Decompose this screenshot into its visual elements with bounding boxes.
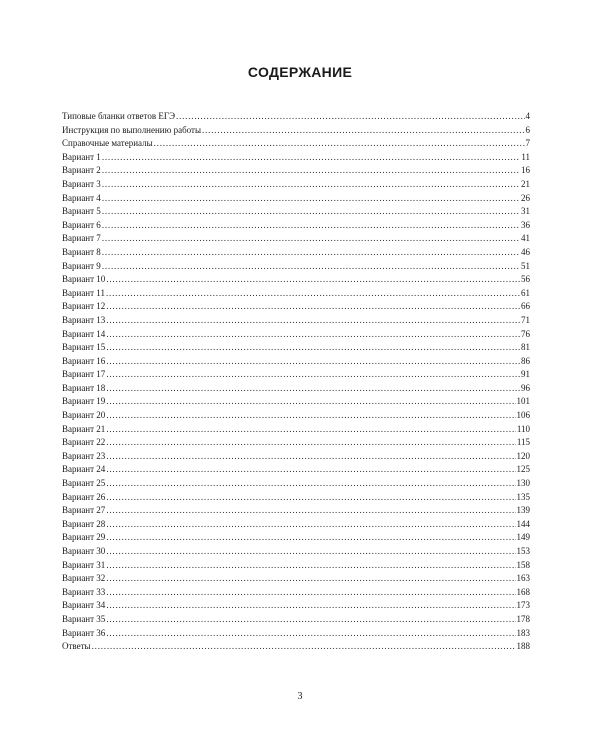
toc-entry-page: 71 bbox=[521, 314, 530, 325]
toc-entry-label: Вариант 14 bbox=[62, 328, 106, 339]
toc-entry[interactable] bbox=[62, 395, 530, 409]
toc-entry-page: 7 bbox=[525, 138, 530, 149]
toc-dot-leader bbox=[106, 341, 520, 355]
toc-dot-leader bbox=[106, 423, 516, 437]
toc-entry[interactable] bbox=[62, 518, 530, 532]
toc-dot-leader bbox=[154, 137, 525, 151]
toc-entry-label: Вариант 32 bbox=[62, 573, 106, 584]
toc-entry-page: 91 bbox=[521, 369, 530, 380]
toc-entry-page: 153 bbox=[516, 546, 530, 556]
toc-entry-label: Вариант 23 bbox=[62, 450, 106, 461]
toc-entry-page: 125 bbox=[516, 464, 530, 475]
toc-entry-label: Вариант 11 bbox=[62, 287, 105, 298]
page-number: 3 bbox=[297, 691, 303, 702]
toc-entry[interactable] bbox=[62, 572, 530, 586]
toc-entry[interactable] bbox=[62, 423, 530, 437]
toc-entry[interactable] bbox=[62, 219, 530, 233]
toc-entry[interactable] bbox=[62, 110, 530, 124]
toc-entry-label: Вариант 19 bbox=[62, 396, 106, 407]
toc-entry-page: 110 bbox=[516, 423, 530, 434]
toc-entry[interactable] bbox=[62, 260, 530, 274]
toc-dot-leader bbox=[106, 355, 520, 369]
toc-entry-page: 61 bbox=[521, 287, 530, 298]
toc-entry[interactable] bbox=[62, 341, 530, 355]
toc-entry[interactable] bbox=[62, 531, 530, 545]
toc-dot-leader bbox=[106, 559, 515, 573]
toc-entry-page: 11 bbox=[521, 151, 530, 162]
toc-dot-leader bbox=[106, 572, 515, 586]
toc-entry-page: 46 bbox=[521, 246, 530, 257]
toc-entry-label: Вариант 7 bbox=[62, 233, 101, 244]
toc-entry[interactable] bbox=[62, 586, 530, 600]
toc-entry[interactable] bbox=[62, 504, 530, 518]
toc-dot-leader bbox=[102, 178, 520, 192]
toc-dot-leader bbox=[106, 586, 515, 600]
toc-dot-leader bbox=[106, 531, 515, 545]
toc-entry-label: Вариант 4 bbox=[62, 192, 101, 203]
toc-entry-page: 81 bbox=[521, 342, 530, 353]
toc-entry[interactable] bbox=[62, 627, 530, 641]
toc-entry[interactable] bbox=[62, 124, 530, 138]
toc-entry-label: Вариант 10 bbox=[62, 274, 106, 285]
toc-entry[interactable] bbox=[62, 545, 530, 559]
toc-entry-page: 36 bbox=[521, 219, 530, 230]
toc-entry-page: 188 bbox=[516, 641, 530, 652]
toc-entry-page: 101 bbox=[516, 396, 530, 407]
toc-entry-label: Инструкция по выполнению работы bbox=[62, 124, 202, 135]
toc-entry-page: 115 bbox=[516, 437, 530, 448]
toc-entry-label: Вариант 24 bbox=[62, 464, 106, 475]
toc-entry-label: Вариант 18 bbox=[62, 382, 106, 393]
toc-dot-leader bbox=[106, 491, 515, 505]
toc-dot-leader bbox=[102, 205, 520, 219]
toc-dot-leader bbox=[102, 164, 520, 178]
toc-entry[interactable] bbox=[62, 450, 530, 464]
toc-entry[interactable] bbox=[62, 287, 530, 301]
toc-entry-label: Вариант 17 bbox=[62, 369, 106, 380]
toc-entry[interactable] bbox=[62, 192, 530, 206]
toc-entry-page: 130 bbox=[516, 478, 530, 489]
toc-entry[interactable] bbox=[62, 178, 530, 192]
toc-entry-page: 183 bbox=[516, 627, 530, 638]
toc-entry-label: Ответы bbox=[62, 641, 91, 652]
toc-entry-page: 106 bbox=[516, 410, 530, 421]
toc-entry-label: Вариант 27 bbox=[62, 505, 106, 516]
toc-entry-page: 26 bbox=[521, 192, 530, 203]
toc-entry-page: 96 bbox=[521, 382, 530, 393]
toc-dot-leader bbox=[106, 328, 520, 342]
toc-entry-page: 163 bbox=[516, 573, 530, 584]
toc-entry[interactable] bbox=[62, 300, 530, 314]
toc-entry-page: 86 bbox=[521, 355, 530, 366]
toc-entry-page: 144 bbox=[516, 518, 530, 529]
toc-entry-label: Вариант 29 bbox=[62, 532, 106, 543]
toc-dot-leader bbox=[106, 545, 515, 559]
table-of-contents bbox=[62, 110, 530, 654]
toc-dot-leader bbox=[202, 124, 524, 138]
toc-entry-label: Вариант 31 bbox=[62, 559, 106, 570]
toc-dot-leader bbox=[106, 409, 515, 423]
toc-entry-label: Вариант 12 bbox=[62, 301, 106, 312]
toc-dot-leader bbox=[102, 219, 520, 233]
toc-entry-label: Вариант 33 bbox=[62, 586, 106, 597]
toc-entry[interactable] bbox=[62, 463, 530, 477]
toc-entry-label: Вариант 2 bbox=[62, 165, 101, 176]
toc-entry-page: 158 bbox=[516, 559, 530, 570]
toc-entry[interactable] bbox=[62, 613, 530, 627]
toc-entry[interactable] bbox=[62, 205, 530, 219]
toc-entry-label: Вариант 3 bbox=[62, 178, 101, 189]
toc-entry-page: 149 bbox=[516, 532, 530, 543]
toc-entry-label: Вариант 28 bbox=[62, 518, 106, 529]
toc-dot-leader bbox=[106, 518, 515, 532]
toc-entry-page: 76 bbox=[521, 328, 530, 339]
toc-dot-leader bbox=[106, 463, 515, 477]
toc-dot-leader bbox=[106, 395, 515, 409]
toc-entry[interactable] bbox=[62, 436, 530, 450]
toc-entry-page: 173 bbox=[516, 600, 530, 611]
toc-dot-leader bbox=[102, 232, 520, 246]
toc-dot-leader bbox=[102, 246, 520, 260]
toc-entry-label: Вариант 20 bbox=[62, 410, 106, 421]
toc-entry-page: 31 bbox=[521, 206, 530, 217]
toc-entry-page: 16 bbox=[521, 165, 530, 176]
toc-entry[interactable] bbox=[62, 599, 530, 613]
toc-dot-leader bbox=[106, 599, 515, 613]
toc-dot-leader bbox=[106, 273, 520, 287]
toc-entry-label: Вариант 26 bbox=[62, 491, 106, 502]
toc-dot-leader bbox=[106, 436, 516, 450]
toc-entry-label: Вариант 22 bbox=[62, 437, 106, 448]
toc-dot-leader bbox=[106, 287, 520, 301]
toc-entry-page: 139 bbox=[516, 505, 530, 516]
toc-dot-leader bbox=[106, 477, 515, 491]
toc-entry[interactable] bbox=[62, 328, 530, 342]
toc-entry-page: 41 bbox=[521, 233, 530, 244]
toc-entry-page: 56 bbox=[521, 274, 530, 285]
toc-entry-page: 6 bbox=[525, 124, 530, 135]
toc-entry[interactable] bbox=[62, 232, 530, 246]
toc-dot-leader bbox=[106, 300, 520, 314]
toc-dot-leader bbox=[102, 260, 520, 274]
toc-entry-page: 66 bbox=[521, 301, 530, 312]
toc-dot-leader bbox=[106, 627, 515, 641]
toc-entry-label: Вариант 21 bbox=[62, 423, 106, 434]
toc-entry-page: 178 bbox=[516, 613, 530, 624]
toc-entry-label: Вариант 15 bbox=[62, 342, 106, 353]
toc-entry[interactable] bbox=[62, 151, 530, 165]
toc-entry-page: 21 bbox=[521, 178, 530, 189]
toc-entry-label: Вариант 9 bbox=[62, 260, 101, 271]
toc-entry-label: Вариант 16 bbox=[62, 355, 106, 366]
toc-dot-leader bbox=[106, 504, 515, 518]
toc-entry[interactable] bbox=[62, 368, 530, 382]
toc-entry-label: Типовые бланки ответов ЕГЭ bbox=[62, 111, 176, 121]
toc-entry-label: Вариант 30 bbox=[62, 546, 106, 556]
toc-entry-label: Вариант 1 bbox=[62, 151, 101, 162]
toc-entry-page: 4 bbox=[525, 111, 530, 121]
toc-entry-label: Вариант 25 bbox=[62, 478, 106, 489]
toc-entry-page: 120 bbox=[516, 450, 530, 461]
toc-dot-leader bbox=[106, 314, 520, 328]
toc-entry-label: Вариант 35 bbox=[62, 613, 106, 624]
toc-dot-leader bbox=[106, 613, 515, 627]
toc-entry[interactable] bbox=[62, 314, 530, 328]
toc-entry-label: Вариант 6 bbox=[62, 219, 101, 230]
toc-entry-label: Справочные материалы bbox=[62, 138, 153, 149]
toc-entry[interactable] bbox=[62, 273, 530, 287]
toc-entry[interactable] bbox=[62, 491, 530, 505]
toc-entry[interactable] bbox=[62, 559, 530, 573]
page-title: СОДЕРЖАНИЕ bbox=[247, 64, 353, 80]
toc-entry-page: 135 bbox=[516, 491, 530, 502]
toc-dot-leader bbox=[102, 151, 521, 165]
toc-entry[interactable] bbox=[62, 137, 530, 151]
toc-entry[interactable] bbox=[62, 246, 530, 260]
toc-entry[interactable] bbox=[62, 355, 530, 369]
toc-entry[interactable] bbox=[62, 477, 530, 491]
toc-entry-label: Вариант 13 bbox=[62, 314, 106, 325]
toc-entry[interactable] bbox=[62, 164, 530, 178]
toc-entry[interactable] bbox=[62, 409, 530, 423]
toc-dot-leader bbox=[106, 368, 520, 382]
toc-entry-label: Вариант 34 bbox=[62, 600, 106, 611]
toc-entry-page: 168 bbox=[516, 586, 530, 597]
toc-entry[interactable] bbox=[62, 382, 530, 396]
toc-dot-leader bbox=[92, 640, 516, 654]
toc-entry-label: Вариант 36 bbox=[62, 627, 106, 638]
toc-dot-leader bbox=[176, 110, 524, 124]
toc-dot-leader bbox=[102, 192, 520, 206]
toc-entry-label: Вариант 8 bbox=[62, 246, 101, 257]
toc-entry-label: Вариант 5 bbox=[62, 206, 101, 217]
toc-entry-page: 51 bbox=[521, 260, 530, 271]
toc-dot-leader bbox=[106, 450, 515, 464]
toc-dot-leader bbox=[106, 382, 520, 396]
toc-entry[interactable] bbox=[62, 640, 530, 654]
